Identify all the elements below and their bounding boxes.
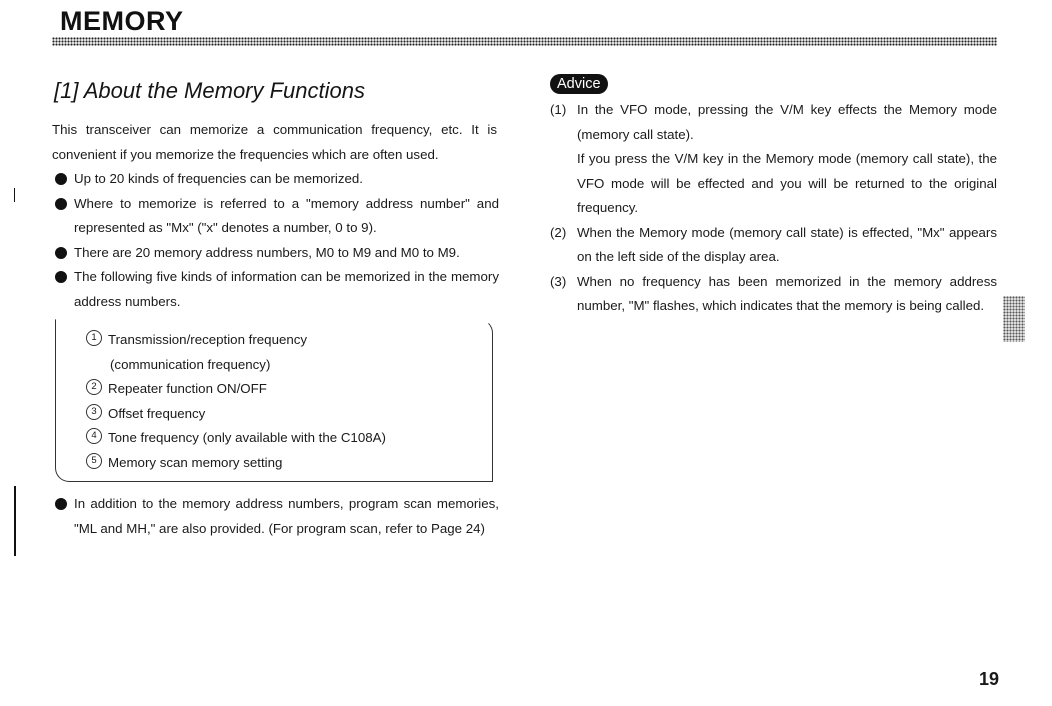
advice-number: (2) (550, 224, 567, 240)
circled-number: 3 (86, 404, 102, 420)
advice-text: When the Memory mode (memory call state) is effected, "Mx" appears on the left side of the display area. (577, 224, 997, 264)
advice-badge: Advice (550, 74, 608, 94)
bullet-text: The following five kinds of information can be memorized in the memory address numbers. (74, 269, 499, 309)
circled-number: 2 (86, 379, 102, 395)
advice-item (550, 270, 997, 319)
advice-number: (1) (550, 102, 567, 117)
circled-number: 5 (86, 453, 102, 469)
right-column (550, 72, 1000, 319)
advice-number: (3) (550, 273, 567, 289)
section-title: [1] About the Memory Functions (54, 78, 365, 103)
list-item-text: Tone frequency (only available with the C108A) (108, 430, 386, 445)
page-number: 19 (979, 669, 1000, 689)
list-item-text: Repeater function ON/OFF (108, 381, 267, 396)
circled-number: 4 (86, 428, 102, 444)
bullet-text: Up to 20 kinds of frequencies can be memorized. (74, 171, 363, 186)
list-item (86, 328, 492, 377)
bullet-dot-icon (55, 498, 67, 510)
list-item (86, 402, 492, 427)
bullet-item (52, 192, 499, 241)
bullet-text: There are 20 memory address numbers, M0 to M9 and M0 to M9. (74, 244, 460, 260)
circled-number: 1 (86, 330, 102, 346)
bullet-dot-icon (55, 198, 67, 210)
bullet-text: Where to memorize is referred to a "memory address number" and represented as "Mx" ("x" denotes a number, 0 to 9). (74, 195, 499, 235)
advice-item (550, 98, 997, 147)
bullet-item (52, 492, 499, 541)
advice-item (550, 221, 997, 270)
advice-continuation: If you press the V/M key in the Memory mode (memory call state), the VFO mode will be effected and you will be returned to the original frequency. (577, 151, 997, 215)
bullet-item (52, 241, 499, 266)
intro-paragraph: This transceiver can memorize a communication frequency, etc. It is convenient if you memorize the frequencies which are often used. (52, 122, 497, 162)
advice-text: In the VFO mode, pressing the V/M key effects the Memory mode (memory call state). (577, 102, 997, 142)
bullet-item (52, 265, 499, 314)
info-list-box (55, 319, 493, 482)
bullet-dot-icon (55, 247, 67, 259)
binding-edge-mark (14, 486, 16, 556)
bullet-dot-icon (55, 173, 67, 185)
bullet-item (52, 167, 499, 192)
list-item-text: Transmission/reception frequency (108, 332, 308, 347)
binding-edge-mark (14, 188, 15, 202)
list-item-subtext: (communication frequency) (110, 356, 271, 372)
list-item-text: Offset frequency (108, 405, 206, 421)
header-dotted-rule (52, 37, 997, 46)
left-column (52, 74, 502, 541)
list-item (86, 426, 492, 451)
page-header-title: MEMORY (60, 6, 184, 36)
advice-text: When no frequency has been memorized in the memory address number, "M" flashes, which indicates that the memory is being called. (577, 273, 997, 313)
page-edge-marker (1003, 296, 1025, 342)
list-item (86, 451, 492, 476)
list-item (86, 377, 492, 402)
bullet-text: In addition to the memory address numbers, program scan memories, "ML and MH," are also provided. (For program scan, refer to Page 24) (74, 496, 499, 536)
bullet-dot-icon (55, 271, 67, 283)
list-item-text: Memory scan memory setting (108, 454, 283, 470)
